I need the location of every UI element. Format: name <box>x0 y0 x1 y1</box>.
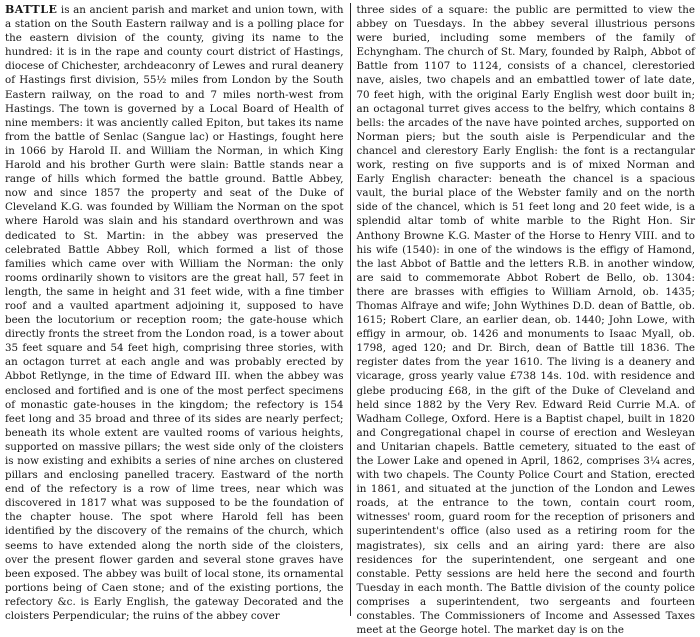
left-column <box>5 3 350 623</box>
entry-headword: BATTLE <box>5 3 58 16</box>
right-column-text: three sides of a square: the public are permitted to view the abbey on Tuesdays. In the abbey several illustrious persons were buried, including some members of the family of Echyngham. The church of St. Mary, founded by Ralph, Abbot of Battle from 1107 to 1124, consists of a chancel, clerestoried nave, aisles, two chapels and an embattled tower of late date, 70 feet high, with the original Early English west door built in; an octagonal turret gives access to the belfry, which contains 8 bells: the arcades of the nave have pointed arches, supported on Norman piers; but the south aisle is Perpendicular and the chancel and clerestory Early English: the font is a rectangular work, resting on five supports and is of mixed Norman and Early English character: beneath the chancel is a spacious vault, the burial place of the Webster family and on the north side of the chancel, which is 51 feet long and 20 feet wide, is a splendid altar tomb of white marble to the Right Hon. Sir Anthony Browne K.G. Master of the Horse to Henry VIII. and to his wife (1540): in one of the windows is the effigy of Hamond, the last Abbot of Battle and the letters R.B. in another window, are said to commemorate Abbot Robert de Bello, ob. 1304: there are brasses with effigies to William Arnold, ob. 1435; Thomas Alfraye and wife; John Wythines D.D. dean of Battle, ob. 1615; Robert Clare, an earlier dean, ob. 1440; John Lowe, with effigy in armour, ob. 1426 and monuments to Isaac Myall, ob. 1798, aged 120; and Dr. Birch, dean of Battle till 1836. The register dates from the year 1610. The living is a deanery and vicarage, gross yearly value £738 14s. 10d. with residence and glebe producing £68, in the gift of the Duke of Cleveland and held since 1882 by the Very Rev. Edward Reid Currie M.A. of Wadham College, Oxford. Here is a Baptist chapel, built in 1820 and Congregational chapel in course of erection and Wesleyan and Unitarian chapels. Battle cemetery, situated to the east of the Lower Lake and opened in April, 1862, comprises 3¼ acres, with two chapels. The County Police Court and Station, erected in 1861, and situated at the junction of the London and Lewes roads, at the entrance to the town, contain court room, witnesses' room, guard room for the reception of prisoners and superintendent's office (also used as a retiring room for the magistrates), six cells and an airing yard: there are also residences for the superintendent, one sergeant and one constable. Petty sessions are held here the second and fourth Tuesday in each month. The Battle division of the county police comprises a superintendent, two sergeants and fourteen constables. The Commissioners of Income and Assessed Taxes meet at the George hotel. The market day is on the <box>356 4 695 637</box>
entry-paragraph <box>5 3 344 623</box>
right-column <box>351 3 696 637</box>
left-column-text: is an ancient parish and market and union town, with a station on the South Eastern railway and is a polling place for the eastern division of the county, giving its name to the hundred: it is in the rape and county court district of Hastings, diocese of Chichester, archdeaconry of Lewes and rural deanery of Hastings first division, 55½ miles from London by the South Eastern railway, on the road to and 7 miles north-west from Hastings. The town is governed by a Local Board of Health of nine members: it was anciently called Epiton, but takes its name from the battle of Senlac (Sangue lac) or Hastings, fought here in 1066 by Harold II. and William the Norman, in which King Harold and his brother Gurth were slain: Battle stands near a range of hills which formed the battle ground. Battle Abbey, now and since 1857 the property and seat of the Duke of Cleveland K.G. was founded by William the Norman on the spot where Harold was slain and his standard overthrown and was dedicated to St. Martin: in the abbey was preserved the celebrated Battle Abbey Roll, which formed a list of those families which came over with William the Norman: the only rooms ordinarily shown to visitors are the great hall, 57 feet in length, the same in height and 31 feet wide, with a fine timber roof and a vaulted apartment adjoining it, supposed to have been the locutorium or reception room; the gate-house which directly fronts the street from the London road, is a tower about 35 feet square and 54 feet high, comprising three stories, with an octagon turret at each angle and was probably erected by Abbot Retlynge, in the time of Edward III. when the abbey was enclosed and fortified and is one of the most perfect specimens of monastic gate-houses in the kingdom; the refectory is 154 feet long and 35 broad and three of its sides are nearly perfect; beneath its whole extent are vaulted rooms of various heights, supported on massive pillars; the west side only of the cloisters is now existing and exhibits a series of nine arches on clustered pillars and enclosing panelled tracery. Eastward of the north end of the refectory is a row of lime trees, near which was discovered in 1817 what was supposed to be the foundation of the chapter house. The spot where Harold fell has been identified by the discovery of the remains of the church, which seems to have extended along the north side of the cloisters, over the present flower garden and several stone graves have been exposed. The abbey was built of local stone, its ornamental portions being of Caen stone; and of the existing portions, the refectory &c. is Early English, the gateway Decorated and the cloisters Perpendicular; the ruins of the abbey cover <box>5 4 344 623</box>
two-column-layout <box>5 3 695 637</box>
